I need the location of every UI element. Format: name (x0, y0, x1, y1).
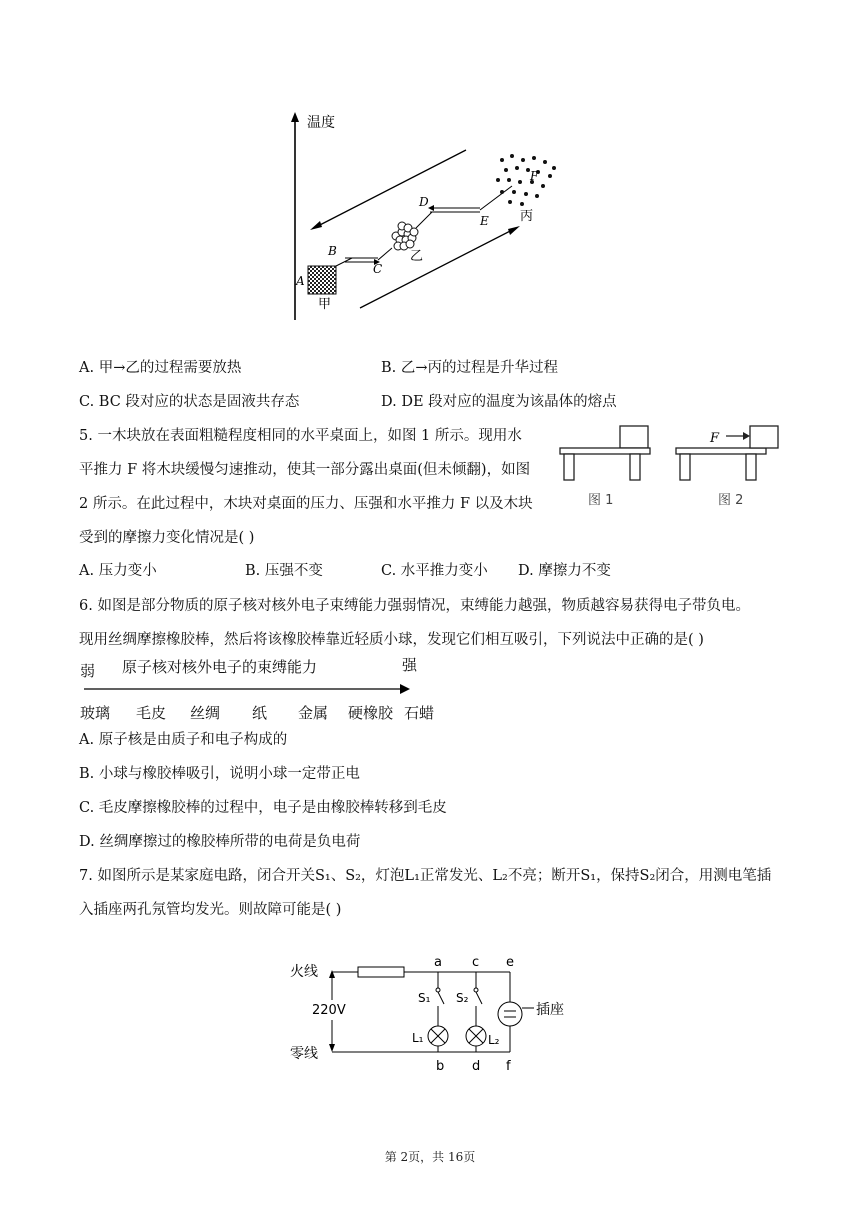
q6-option-a[interactable]: A. 原子核是由质子和电子构成的 (79, 732, 288, 748)
q6-option-b[interactable]: B. 小球与橡胶棒吸引，说明小球一定带正电 (79, 766, 360, 782)
q4-option-a[interactable]: A. 甲→乙的过程需要放热 (79, 360, 242, 376)
force-label: F (710, 431, 720, 446)
neutral-wire-label: 零线 (290, 1046, 318, 1062)
socket-label: 插座 (536, 1002, 564, 1018)
q5-option-a[interactable]: A. 压力变小 (79, 563, 157, 579)
q7-line-2: 入插座两孔氖管均发光。则故障可能是( ) (79, 902, 342, 918)
q5-line-3: 2 所示。在此过程中，木块对桌面的压力、压强和水平推力 F 以及木块 (79, 496, 533, 512)
point-F: F (530, 169, 539, 183)
q5-option-d[interactable]: D. 摩擦力不变 (518, 563, 611, 579)
material-metal: 金属 (298, 704, 329, 722)
scale-strong-label: 强 (402, 656, 418, 674)
scale-weak-label: 弱 (80, 662, 96, 680)
switch-s2-label: S₂ (456, 991, 469, 1005)
node-f: f (506, 1059, 511, 1074)
node-d: d (472, 1059, 481, 1074)
socket-symbol (498, 1002, 522, 1026)
state-yi: 乙 (410, 249, 424, 264)
y-axis-label: 温度 (307, 115, 335, 131)
q4-option-b[interactable]: B. 乙→丙的过程是升华过程 (381, 360, 559, 376)
material-glass: 玻璃 (80, 704, 111, 722)
q4-options-row2 (79, 392, 617, 412)
node-e: e (506, 955, 514, 970)
q6-option-d[interactable]: D. 丝绸摩擦过的橡胶棒所带的电荷是负电荷 (79, 834, 361, 850)
fig2-caption: 图 2 (718, 493, 744, 508)
voltage-label: 220V (312, 1003, 346, 1018)
q5-options (79, 561, 611, 581)
cooling-arrow (314, 150, 466, 228)
q5-line-1: 5. 一木块放在表面粗糙程度相同的水平桌面上，如图 1 所示。现用水 (79, 428, 522, 444)
axis-arrowhead (291, 112, 299, 122)
live-wire-label: 火线 (290, 964, 318, 980)
point-C: C (373, 262, 383, 276)
fig2-block (750, 426, 778, 448)
q7-line-1: 7. 如图所示是某家庭电路，闭合开关S₁、S₂，灯泡L₁正常发光、L₂不亮；断开S₁，保持S₂闭合，用测电笔插 (79, 868, 772, 884)
node-c: c (472, 955, 480, 970)
fig1-caption: 图 1 (588, 493, 614, 508)
q5-option-c[interactable]: C. 水平推力变小 (381, 563, 488, 579)
q6-option-c[interactable]: C. 毛皮摩擦橡胶棒的过程中，电子是由橡胶棒转移到毛皮 (79, 800, 447, 816)
point-B: B (328, 244, 337, 258)
fig1-tabletop (560, 448, 650, 454)
point-E: E (480, 214, 489, 228)
q6-line-2: 现用丝绸摩擦橡胶棒，然后将该橡胶棒靠近轻质小球，发现它们相互吸引，下列说法中正确的是( ) (79, 632, 704, 648)
material-fur: 毛皮 (136, 704, 167, 722)
scale-arrow (84, 682, 414, 696)
heating-arrow (360, 228, 516, 308)
q5-line-2: 平推力 F 将木块缓慢匀速推动，使其一部分露出桌面(但未倾翻)，如图 (79, 462, 531, 478)
scale-title: 原子核对核外电子的束缚能力 (122, 658, 318, 676)
q5-option-b[interactable]: B. 压强不变 (245, 563, 323, 579)
materials-row (80, 702, 440, 724)
material-paper: 纸 (252, 704, 268, 722)
bulb-l2-label: L₂ (488, 1033, 500, 1047)
state-bing: 丙 (520, 209, 534, 224)
material-silk: 丝绸 (190, 704, 221, 722)
material-hard-rubber: 硬橡胶 (348, 704, 394, 722)
q4-option-d[interactable]: D. DE 段对应的温度为该晶体的熔点 (381, 394, 617, 410)
state-jia: 甲 (318, 297, 332, 312)
point-A: A (296, 274, 305, 288)
fig2-tabletop (676, 448, 766, 454)
household-circuit-diagram (286, 952, 586, 1082)
q5-line-4: 受到的摩擦力变化情况是( ) (79, 530, 255, 546)
q6-line-1: 6. 如图是部分物质的原子核对核外电子束缚能力强弱情况，束缚能力越强，物质越容易获得电子带负电。 (79, 598, 750, 614)
switch-s1-label: S₁ (418, 991, 431, 1005)
point-D: D (419, 195, 429, 209)
page-footer: 第 2页，共 16页 (384, 1150, 476, 1164)
q4-options-row1 (79, 358, 559, 378)
node-a: a (434, 955, 442, 970)
fig1-block (620, 426, 648, 448)
node-b: b (436, 1059, 445, 1074)
solid-block (308, 266, 336, 294)
material-paraffin: 石蜡 (404, 704, 435, 722)
table-block-figures (558, 422, 788, 514)
gas-dots (496, 154, 556, 206)
q4-option-c[interactable]: C. BC 段对应的状态是固液共存态 (79, 394, 300, 410)
bulb-l1-label: L₁ (412, 1031, 424, 1045)
fuse (358, 967, 404, 977)
phase-change-diagram (280, 108, 580, 328)
liquid-clump (392, 222, 418, 250)
